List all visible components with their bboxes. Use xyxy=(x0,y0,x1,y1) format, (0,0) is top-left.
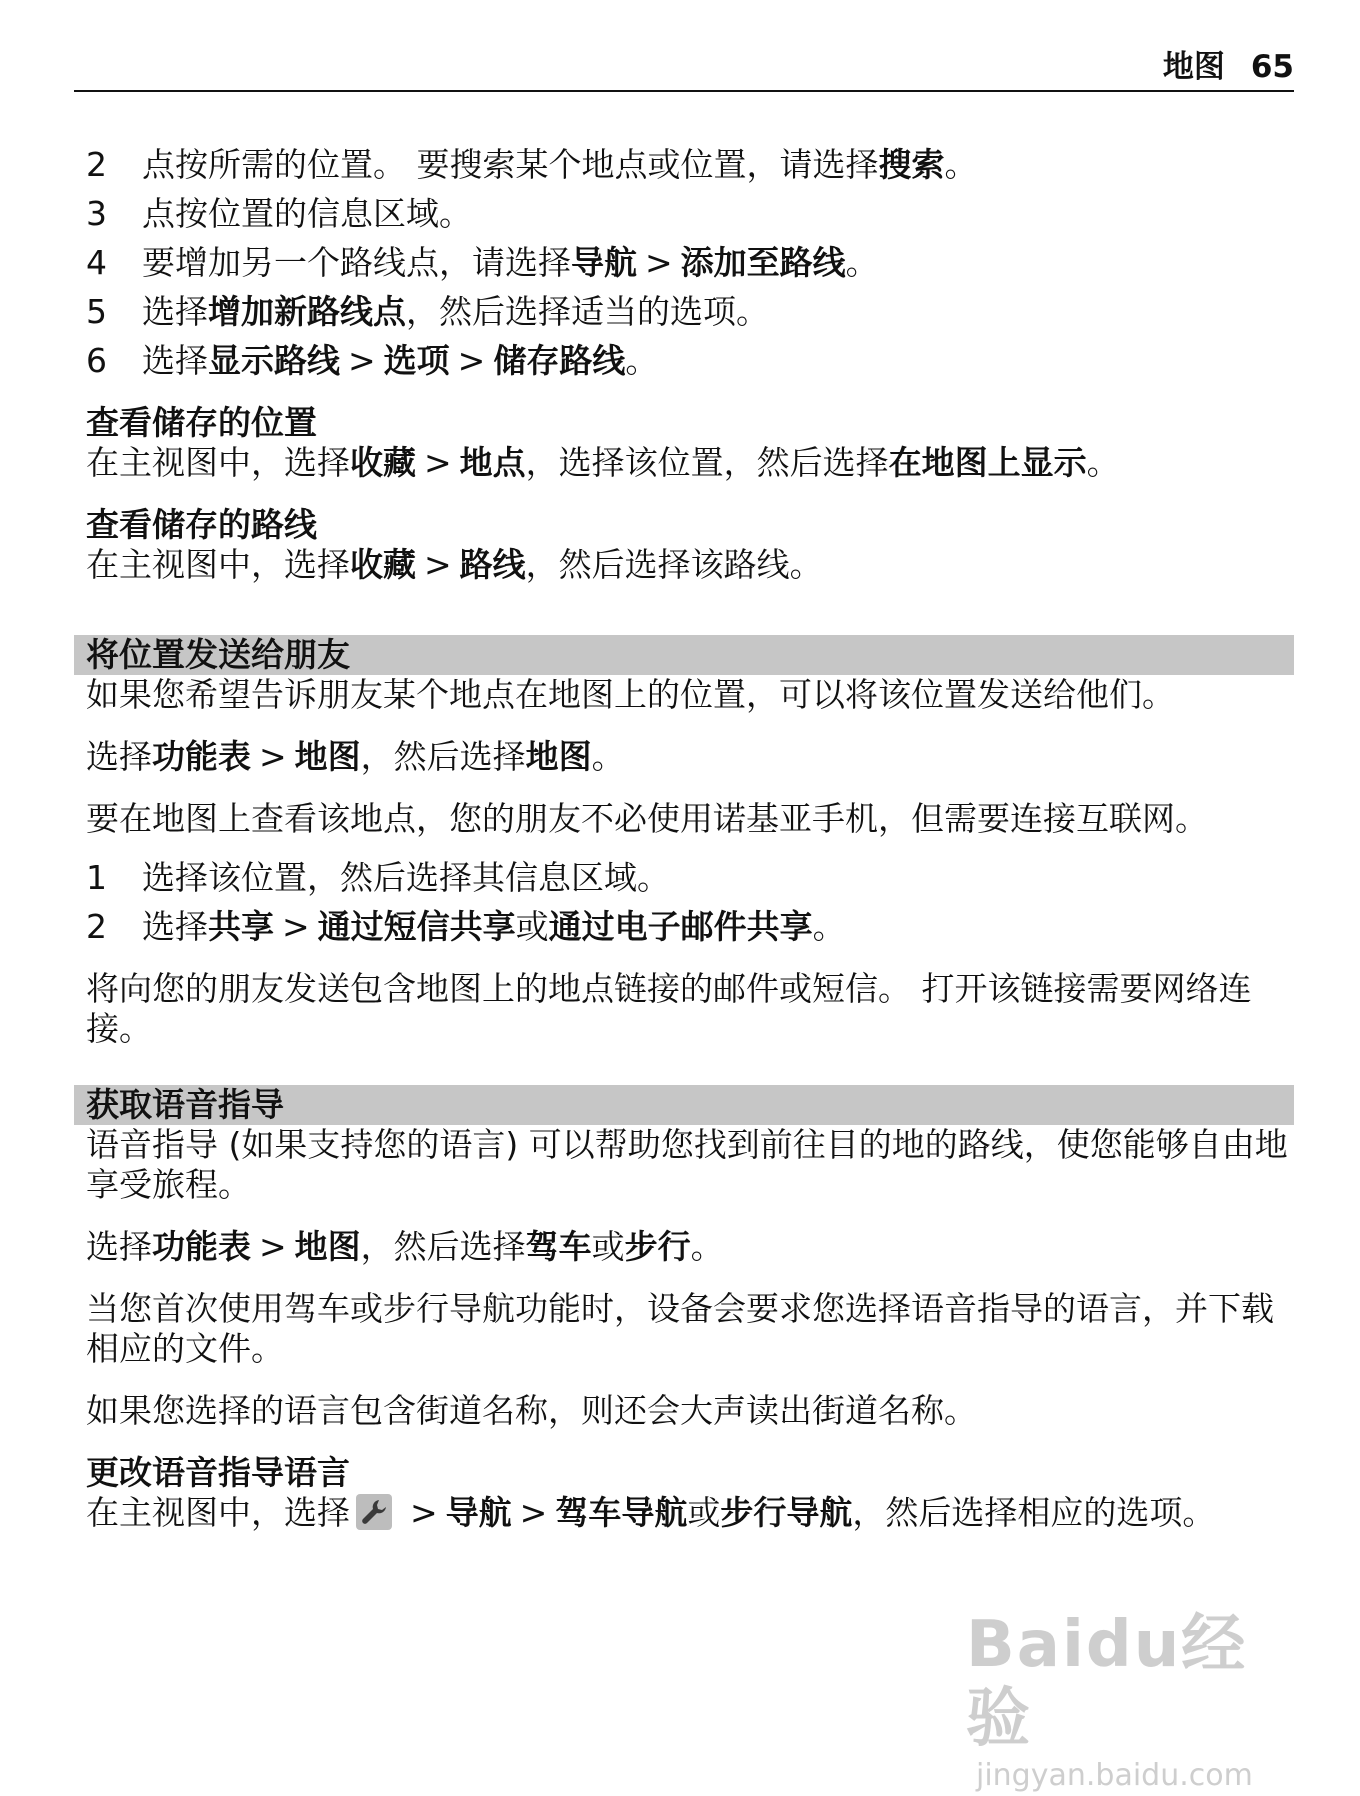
menu-separator: > xyxy=(645,243,673,282)
bold-term: 共享 xyxy=(208,907,274,946)
paragraph: 如果您选择的语言包含街道名称，则还会大声读出街道名称。 xyxy=(86,1391,977,1430)
menu-separator: > xyxy=(282,907,310,946)
paragraph: 选择功能表 > 地图，然后选择地图。 xyxy=(86,737,625,776)
menu-separator: > xyxy=(424,545,452,584)
step-number: 2 xyxy=(86,145,107,184)
bold-term: 地图 xyxy=(525,737,592,776)
step-number: 3 xyxy=(86,194,107,233)
menu-separator: > xyxy=(348,341,376,380)
subheading-view-place: 查看储存的位置 xyxy=(86,403,317,442)
step-4 xyxy=(86,238,1294,287)
menu-separator: > xyxy=(424,443,452,482)
menu-separator: > xyxy=(457,341,486,380)
bold-term: 导航 xyxy=(445,1493,512,1532)
bold-term: 导航 xyxy=(571,243,637,282)
step-5 xyxy=(86,287,1294,336)
bold-term: 添加至路线 xyxy=(680,243,846,282)
page-number: 65 xyxy=(1250,49,1294,85)
watermark xyxy=(966,1608,1286,1793)
bold-term: 步行 xyxy=(624,1227,691,1266)
paragraph: 选择功能表 > 地图，然后选择驾车或步行。 xyxy=(86,1227,724,1266)
running-header xyxy=(74,44,1294,92)
bold-term: 功能表 xyxy=(152,1227,251,1266)
menu-separator: > xyxy=(519,1493,548,1532)
step-text: 选择增加新路线点，然后选择适当的选项。 xyxy=(142,292,769,331)
bold-term: 增加新路线点 xyxy=(208,292,406,331)
menu-separator: > xyxy=(410,1493,438,1532)
step-number: 5 xyxy=(86,292,107,331)
step-3 xyxy=(86,189,1294,238)
page-content xyxy=(86,140,1294,1533)
step-number: 4 xyxy=(86,243,107,282)
send-step-1 xyxy=(86,853,1294,902)
watermark-logo: Baidu经验 xyxy=(966,1608,1248,1756)
bold-term: 路线 xyxy=(459,545,526,584)
send-step-2 xyxy=(86,902,1294,951)
step-text: 选择共享 > 通过短信共享或通过电子邮件共享。 xyxy=(142,907,846,946)
bold-term: 选项 xyxy=(383,341,450,380)
step-text: 选择显示路线 > 选项 > 储存路线。 xyxy=(142,341,659,380)
step-number: 2 xyxy=(86,907,107,946)
watermark-url: jingyan.baidu.com xyxy=(976,1758,1253,1793)
section-heading-send-location: 将位置发送给朋友 xyxy=(74,635,1294,675)
paragraph: 要在地图上查看该地点，您的朋友不必使用诺基亚手机，但需要连接互联网。 xyxy=(86,799,1208,838)
bold-term: 收藏 xyxy=(350,545,416,584)
paragraph: 将向您的朋友发送包含地图上的地点链接的邮件或短信。 打开该链接需要网络连接。 xyxy=(86,969,1252,1048)
bold-term: 通过短信共享 xyxy=(317,907,516,946)
subheading-view-route: 查看储存的路线 xyxy=(86,505,317,544)
step-text: 点按所需的位置。 要搜索某个地点或位置，请选择搜索。 xyxy=(142,145,978,184)
bold-term: 收藏 xyxy=(350,443,416,482)
section-heading-voice-guidance: 获取语音指导 xyxy=(74,1085,1294,1125)
step-6 xyxy=(86,336,1294,385)
paragraph: 如果您希望告诉朋友某个地点在地图上的位置，可以将该位置发送给他们。 xyxy=(86,675,1175,714)
paragraph: 在主视图中，选择收藏 > 地点，选择该位置，然后选择在地图上显示。 xyxy=(86,443,1120,482)
step-text: 选择该位置，然后选择其信息区域。 xyxy=(142,858,670,897)
wrench-icon xyxy=(356,1494,392,1530)
bold-term: 地图 xyxy=(294,1227,361,1266)
menu-separator: > xyxy=(259,737,287,776)
bold-term: 步行导航 xyxy=(720,1493,853,1532)
bold-term: 地点 xyxy=(459,443,526,482)
step-number: 6 xyxy=(86,341,107,380)
bold-term: 功能表 xyxy=(152,737,251,776)
header-title: 地图 xyxy=(1162,49,1225,85)
bold-term: 地图 xyxy=(294,737,361,776)
menu-separator: > xyxy=(259,1227,287,1266)
bold-term: 储存路线 xyxy=(493,341,626,380)
bold-term: 在地图上显示 xyxy=(888,443,1087,482)
bold-term: 显示路线 xyxy=(208,341,340,380)
paragraph: 语音指导 (如果支持您的语言) 可以帮助您找到前往目的地的路线，使您能够自由地享受旅程。 xyxy=(86,1125,1288,1204)
step-text: 点按位置的信息区域。 xyxy=(142,194,472,233)
step-2 xyxy=(86,140,1294,189)
step-number: 1 xyxy=(86,858,107,897)
bold-term: 通过电子邮件共享 xyxy=(548,907,813,946)
subheading-change-language: 更改语音指导语言 xyxy=(86,1453,350,1492)
bold-term: 驾车 xyxy=(525,1227,592,1266)
paragraph: 当您首次使用驾车或步行导航功能时，设备会要求您选择语音指导的语言，并下载相应的文件。 xyxy=(86,1289,1274,1368)
bold-term: 搜索 xyxy=(878,145,945,184)
step-text: 要增加另一个路线点，请选择导航 > 添加至路线。 xyxy=(142,243,879,282)
paragraph: 在主视图中，选择 > 导航 > 驾车导航或步行导航，然后选择相应的选项。 xyxy=(86,1493,1216,1532)
bold-term: 驾车导航 xyxy=(555,1493,688,1532)
paragraph: 在主视图中，选择收藏 > 路线，然后选择该路线。 xyxy=(86,545,823,584)
